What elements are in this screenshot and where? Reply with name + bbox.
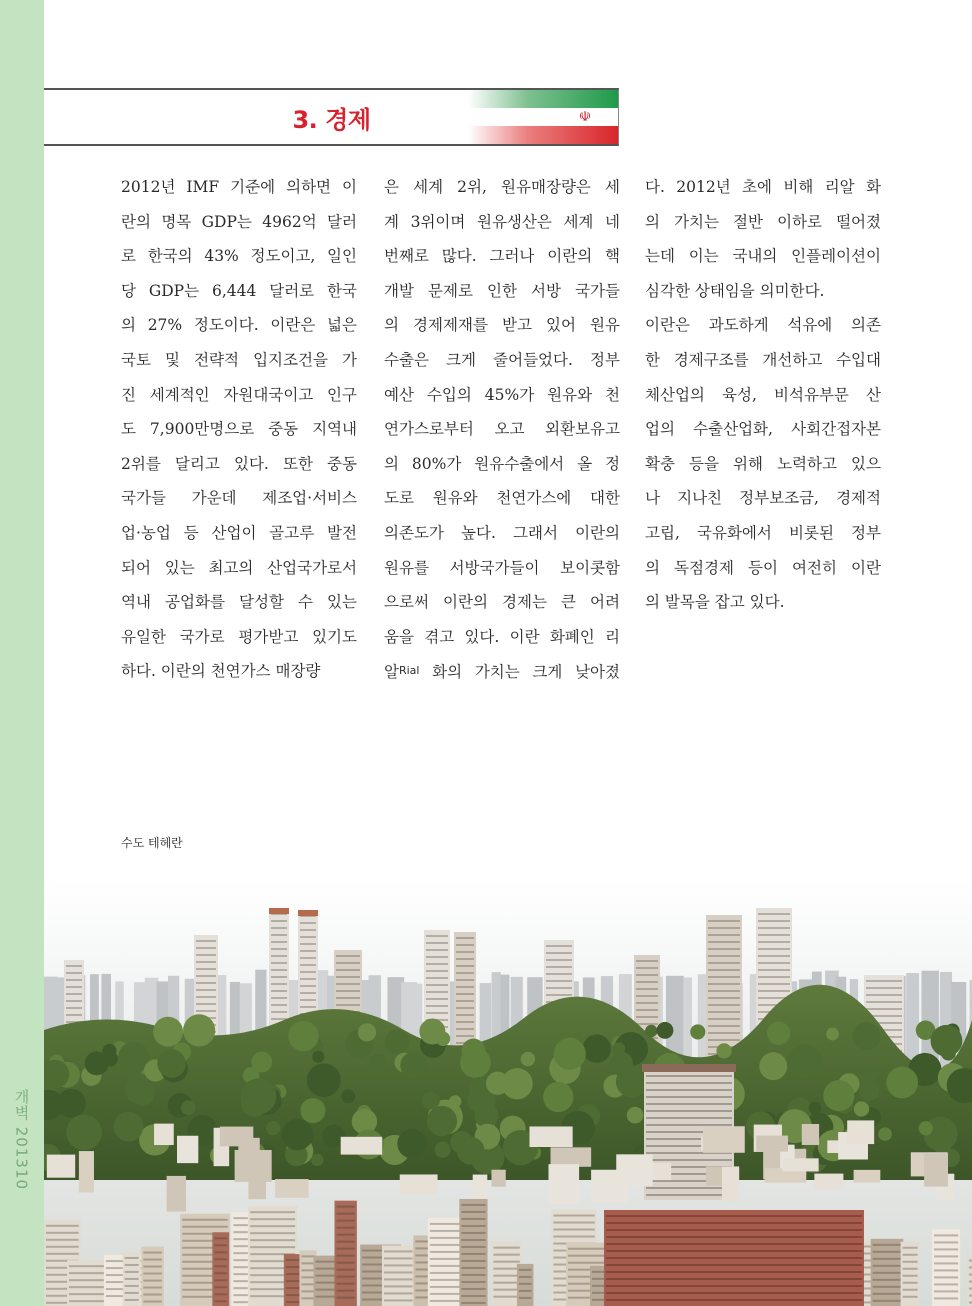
text-line: 이란은 과도하게 석유에 의존 <box>645 316 881 335</box>
text-line: 계 3위이며 원유생산은 세계 네 <box>384 212 620 231</box>
text-line: 으로써 이란의 경제는 큰 어려 <box>384 593 620 612</box>
text-line: 연가스로부터 오고 외환보유고 <box>384 420 620 439</box>
text-line: 도 7,900만명으로 중동 지역내 <box>121 420 357 439</box>
text-line: 알$^{Rial}$ 화의 가치는 크게 낮아졌 <box>384 663 620 682</box>
photo-caption: 수도 테헤란 <box>121 836 183 850</box>
text-line: 은 세계 2위, 원유매장량은 세 <box>384 178 620 196</box>
text-line: 업의 수출산업화, 사회간접자본 <box>645 420 881 439</box>
text-line: 의 27% 정도이다. 이란은 넓은 <box>121 316 357 335</box>
text-line: 유일한 국가로 평가받고 있기도 <box>121 627 357 646</box>
text-line: 되어 있는 최고의 산업국가로서 <box>121 558 357 577</box>
section-header <box>44 88 619 146</box>
text-line: 2012년 IMF 기준에 의하면 이 <box>121 178 357 196</box>
text-line: 수출은 크게 줄어들었다. 정부 <box>384 350 620 369</box>
text-line: 원유를 서방국가들이 보이콧함 <box>384 558 620 577</box>
text-line: 로 한국의 43% 정도이고, 일인 <box>121 247 357 266</box>
text-line: 하다. 이란의 천연가스 매장량 <box>121 662 321 681</box>
issue-label: 개벽 201310 <box>12 1089 31 1191</box>
text-line: 도로 원유와 천연가스에 대한 <box>384 489 620 508</box>
text-line: 예산 수입의 45%가 원유와 천 <box>384 385 620 404</box>
text-line: 번째로 많다. 그러나 이란의 핵 <box>384 247 620 266</box>
text-line: 의 발목을 잡고 있다. <box>645 593 785 612</box>
text-line: 움을 겪고 있다. 이란 화폐인 리 <box>384 627 620 646</box>
side-label <box>5 1085 39 1195</box>
text-line: 의 80%가 원유수출에서 올 정 <box>384 454 620 473</box>
text-line: 는데 이는 국내의 인플레이션이 <box>645 247 881 266</box>
text-line: 의 가치는 절반 이하로 떨어졌 <box>645 212 881 231</box>
text-line: 업·농업 등 산업이 골고루 발전 <box>121 523 357 542</box>
text-line: 란의 명목 GDP는 4962억 달러 <box>121 212 357 231</box>
text-line: 2위를 달리고 있다. 또한 중동 <box>121 454 357 473</box>
text-line: 국토 및 전략적 입지조건을 가 <box>121 350 357 369</box>
text-line: 당 GDP는 6,444 달러로 한국 <box>121 281 357 300</box>
text-line: 국가들 가운데 제조업·서비스 <box>121 489 357 508</box>
tehran-cityscape-photo <box>44 880 972 1306</box>
text-line: 의 독점경제 등이 여전히 이란 <box>645 558 881 577</box>
section-title: 3. 경제 <box>292 105 371 134</box>
text-line: 체산업의 육성, 비석유부문 산 <box>645 385 881 404</box>
text-column-1 <box>121 170 357 689</box>
text-line: 확충 등을 위해 노력하고 있으 <box>645 454 881 473</box>
text-line: 진 세계적인 자원대국이고 인구 <box>121 385 357 404</box>
text-line: 의 경제제재를 받고 있어 원유 <box>384 316 620 335</box>
text-line: 의존도가 높다. 그래서 이란의 <box>384 523 620 542</box>
text-line: 다. 2012년 초에 비해 리알 화 <box>645 178 881 196</box>
text-line: 개발 문제로 인한 서방 국가들 <box>384 281 620 300</box>
text-line: 심각한 상태임을 의미한다. <box>645 281 825 300</box>
text-line: 역내 공업화를 달성할 수 있는 <box>121 593 357 612</box>
iran-emblem-icon: ☫ <box>578 109 592 125</box>
text-line: 고립, 국유화에서 비롯된 정부 <box>645 523 881 542</box>
text-line: 한 경제구조를 개선하고 수입대 <box>645 350 881 369</box>
text-line: 나 지나친 정부보조금, 경제적 <box>645 489 881 508</box>
text-column-3 <box>645 170 881 620</box>
text-column-2 <box>384 170 620 690</box>
